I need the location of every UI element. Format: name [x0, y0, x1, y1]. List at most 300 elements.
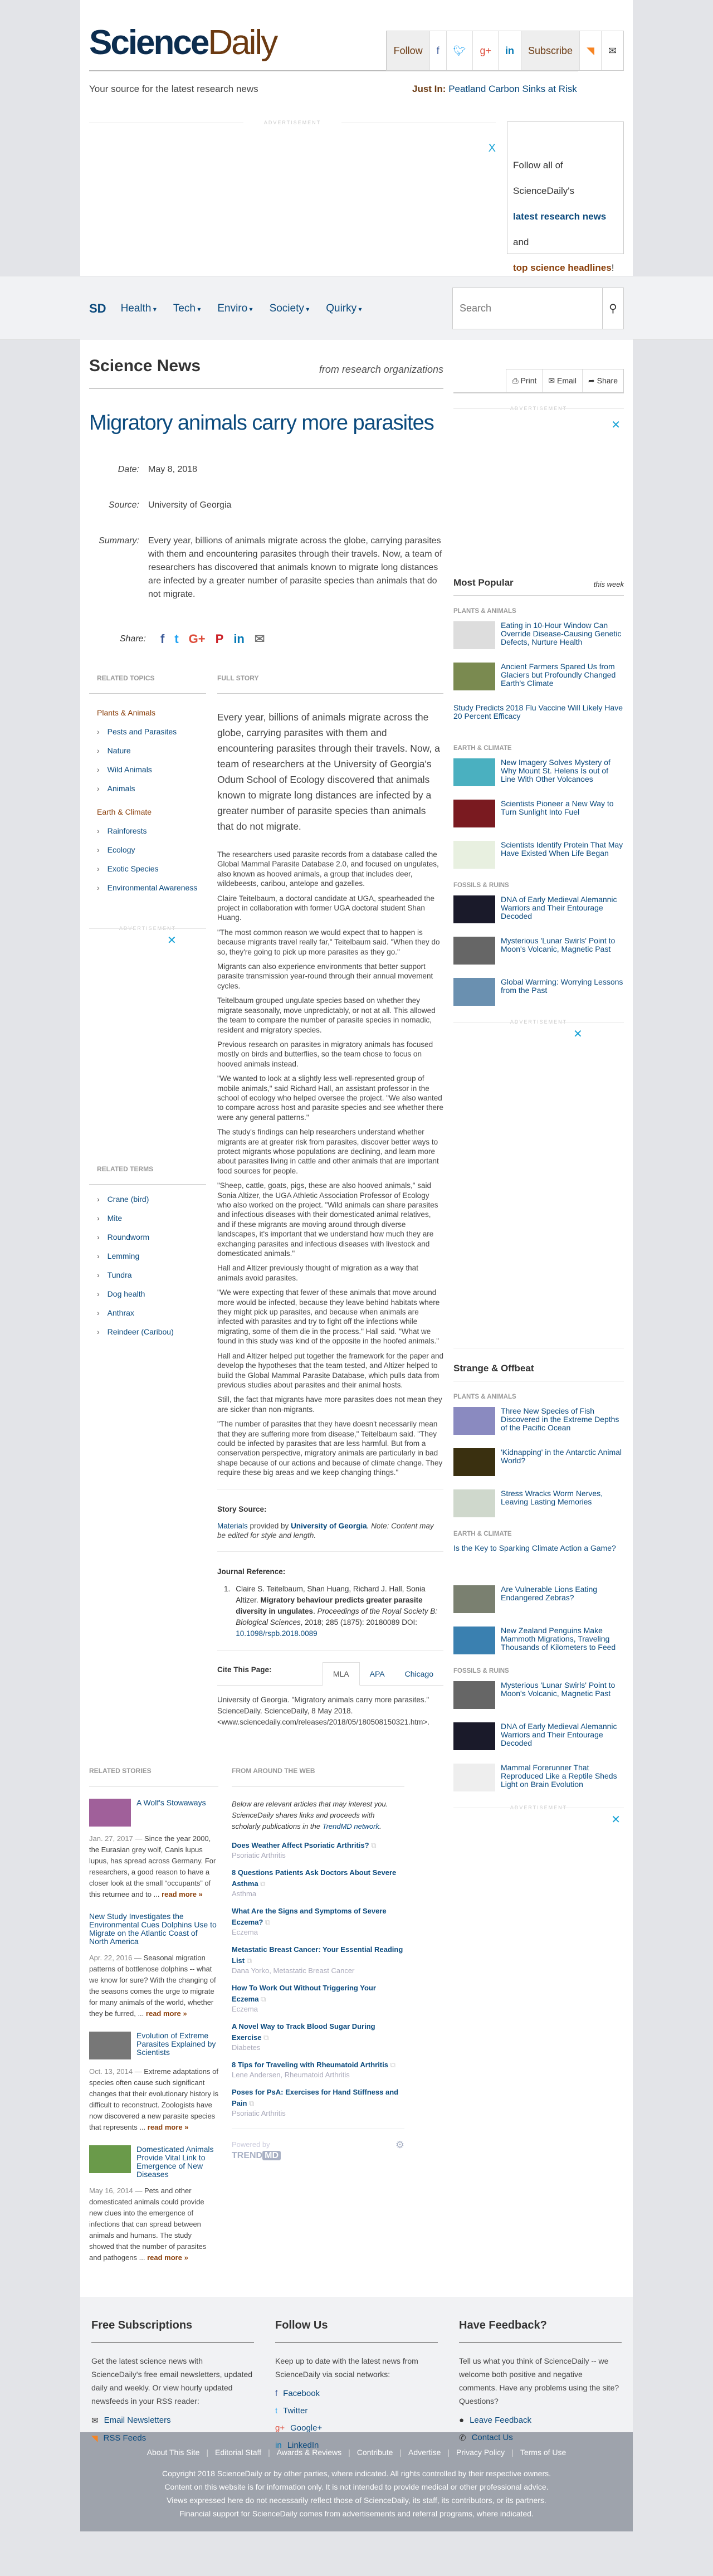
story-date: Apr. 22, 2016 —	[89, 1954, 141, 1963]
offbeat-link[interactable]: Mysterious 'Lunar Swirls' Point to Moon's Volcanic, Magnetic Past	[501, 1681, 616, 1698]
web-article-link[interactable]: 8 Tips for Traveling with Rheumatoid Arthritis ⧉	[232, 2061, 395, 2069]
facebook-icon[interactable]: f	[429, 31, 446, 70]
topic-link	[97, 746, 206, 755]
nav-item[interactable]: Tech ▾	[173, 303, 201, 315]
contact-us-link[interactable]	[459, 2433, 622, 2443]
ad-close-icon[interactable]: ✕	[611, 1814, 621, 1826]
email-icon: ✉	[548, 376, 557, 385]
popular-link[interactable]: Global Warming: Worrying Lessons from the Past	[501, 977, 623, 995]
ad-close-icon[interactable]: ✕	[167, 934, 177, 947]
journal-reference-heading: Journal Reference:	[217, 1567, 286, 1576]
separator: |	[511, 2448, 514, 2457]
ref-title: Migratory behaviour predicts greater parasite diversity in ungulates	[236, 1596, 423, 1616]
web-article-link[interactable]: 8 Questions Patients Ask Doctors About Severe Asthma ⧉	[232, 1868, 396, 1888]
subscriptions-text: Get the latest science news with ScienceDaily's free email newsletters, updated daily and weekly. Or view hourly updated newsfeeds in your RSS reader:	[91, 2356, 253, 2406]
popular-category: EARTH & CLIMATE	[453, 745, 512, 752]
footer-link[interactable]: About This Site	[146, 2448, 200, 2457]
ad-label: ADVERTISEMENT	[453, 406, 624, 411]
popular-link[interactable]: Scientists Pioneer a New Way to Turn Sunlight Into Fuel	[501, 799, 614, 816]
provided-by: provided by	[247, 1521, 291, 1530]
popular-category: PLANTS & ANIMALS	[453, 608, 516, 615]
story-paragraph: The study's findings can help researchers understand whether migrants are at greater risk from parasites, discover better ways to protect migrants whose populations are declining, and learn more about parasites living in cattle and other animals that are important food sources for people.	[217, 1128, 439, 1175]
copyright-line: Copyright 2018 ScienceDaily or by other parties, where indicated. All rights controlled by their respective owners.	[162, 2469, 551, 2478]
offbeat-item	[453, 1681, 624, 1709]
web-article-source: Eczema	[232, 2005, 258, 2014]
popular-thumbnail[interactable]	[453, 800, 495, 827]
offbeat-link[interactable]: 'Kidnapping' in the Antarctic Animal World?	[501, 1448, 622, 1465]
popular-item	[453, 663, 624, 690]
link-label: Email Newsletters	[104, 2416, 171, 2426]
nav-item[interactable]: Society ▾	[270, 303, 310, 315]
rss-icon: ◥	[91, 2434, 98, 2444]
footer-link[interactable]: Terms of Use	[520, 2448, 567, 2457]
story-paragraph: Teitelbaum grouped ungulate species based on whether they migrate seasonally, move unpredictably, or not at all. This allowed the team to compare the number of parasite species in nomadic, resident and migratory species.	[217, 996, 436, 1034]
web-article	[232, 1983, 404, 2013]
separator: |	[447, 2448, 450, 2457]
twitter-icon: t	[275, 2406, 278, 2416]
story-title-link[interactable]: Evolution of Extreme Parasites Explained by Scientists	[136, 2031, 216, 2057]
offbeat-thumbnail[interactable]	[453, 1681, 495, 1709]
follow-box	[507, 121, 624, 273]
popular-item	[453, 841, 624, 869]
linkedin-icon: in	[275, 2441, 282, 2451]
term-link	[97, 1195, 206, 1204]
story-thumbnail[interactable]	[89, 2032, 131, 2059]
story-summary: Since the year 2000, the Eurasian grey wolf, Canis lupus lupus, has spread across Germany. For researchers, a good reason to have a closer look at the small “occupants” of this returnee and to ...	[89, 1834, 216, 1899]
popular-link[interactable]: DNA of Early Medieval Alemannic Warriors and Their Entourage Decoded	[501, 895, 617, 921]
intro-end: .	[379, 1822, 382, 1831]
tagline: Your source for the latest research news	[89, 84, 258, 94]
term-link	[97, 1327, 206, 1336]
term-link-label[interactable]: Reindeer (Caribou)	[107, 1327, 174, 1336]
web-article-link[interactable]: Does Weather Affect Psoriatic Arthritis? ⧉	[232, 1841, 376, 1849]
separator: |	[348, 2448, 350, 2457]
trendmd-logo[interactable]	[232, 2151, 281, 2161]
topic-link-label[interactable]: Exotic Species	[107, 864, 159, 873]
web-article	[232, 2087, 404, 2117]
popular-link[interactable]: Eating in 10-Hour Window Can Override Disease-Causing Genetic Defects, Nurture Health	[501, 621, 622, 646]
link-label: Leave Feedback	[470, 2416, 531, 2426]
pinterest-icon[interactable]: P	[215, 632, 224, 646]
facebook-link[interactable]	[275, 2389, 438, 2398]
offbeat-link[interactable]: Stress Wracks Worm Nerves, Leaving Lasting Memories	[501, 1489, 603, 1506]
story-date: Oct. 13, 2014 —	[89, 2067, 142, 2076]
link-label: Twitter	[283, 2406, 308, 2416]
topic-link	[97, 845, 206, 854]
google-plus-icon: g+	[275, 2423, 285, 2433]
offbeat-item	[453, 1489, 624, 1517]
summary-label: Summary:	[99, 536, 139, 546]
gear-icon[interactable]: ⚙	[395, 2139, 404, 2151]
share-row	[106, 632, 443, 646]
cite-tabs	[217, 1662, 443, 1686]
story-paragraph: "Sheep, cattle, goats, pigs, these are also hooved animals," said Sonia Altizer, the UGA Athletic Association Professor of Ecology who also worked on the project. "Wild animals can share parasites and infectious diseases with their domesticated animal relatives, and if these migrants are moving around through diverse landscapes, it's important that we understand how much they are exchanging parasites and infectious diseases with livestock and domesticated animals."	[217, 1181, 438, 1258]
ref-authors: Claire S. Teitelbaum, Shan Huang, Richard J. Hall, Sonia Altizer.	[236, 1585, 426, 1605]
story-paragraph: Hall and Altizer previously thought of migration as a way that animals avoid parasites.	[217, 1264, 418, 1282]
offbeat-thumbnail[interactable]	[453, 1722, 495, 1750]
print-label: Print	[520, 376, 537, 385]
topic-link	[97, 765, 206, 774]
search-input[interactable]	[453, 288, 602, 329]
offbeat-link[interactable]: New Zealand Penguins Make Mammoth Migrations, Traveling Thousands of Kilometers to Feed	[501, 1626, 616, 1652]
section-title: Science News	[89, 357, 201, 375]
separator: |	[206, 2448, 209, 2457]
term-link-label[interactable]: Mite	[107, 1214, 123, 1223]
main-nav	[0, 276, 713, 340]
story-date: May 16, 2014 —	[89, 2187, 143, 2195]
search-box	[452, 288, 624, 329]
nav-item[interactable]: Enviro ▾	[217, 303, 252, 315]
ref-journal: Proceedings of the Royal Society B: Biological Sciences	[236, 1607, 437, 1627]
nav-item[interactable]: Health ▾	[121, 303, 157, 315]
popular-thumbnail[interactable]	[453, 621, 495, 649]
web-article-source: Lene Andersen, Rheumatoid Arthritis	[232, 2071, 350, 2080]
term-link	[97, 1289, 206, 1298]
offbeat-thumbnail[interactable]	[453, 1407, 495, 1435]
feedback-text: Tell us what you think of ScienceDaily -- we welcome both positive and negative comments. Have any problems using the site? Questions?	[459, 2356, 619, 2406]
print-icon: ⎙	[512, 376, 521, 385]
web-article-link[interactable]: How To Work Out Without Triggering Your Eczema ⧉	[232, 1984, 376, 2003]
rss-feeds-link[interactable]	[91, 2433, 254, 2443]
web-article	[232, 2059, 404, 2079]
web-article-link[interactable]: What Are the Signs and Symptoms of Severe Eczema? ⧉	[232, 1907, 387, 1926]
site-header	[80, 0, 633, 276]
topic-link-label[interactable]: Ecology	[107, 845, 135, 854]
read-more-link[interactable]: read more »	[145, 2009, 187, 2018]
subscriptions-title: Free Subscriptions	[91, 2319, 254, 2343]
separator: |	[268, 2448, 270, 2457]
popular-thumbnail[interactable]	[453, 978, 495, 1006]
email-button[interactable]	[543, 369, 583, 392]
social-bar	[386, 31, 624, 71]
web-article	[232, 1867, 404, 1898]
story-paragraph: Still, the fact that migrants have more parasites does not mean they are sicker than non-migrants.	[217, 1395, 442, 1414]
email-newsletters-link[interactable]	[91, 2416, 254, 2426]
story-date: Jan. 27, 2017 —	[89, 1834, 143, 1843]
powered-by-label: Powered by	[232, 2140, 270, 2149]
popular-item	[453, 758, 624, 786]
web-article-source: Eczema	[232, 1928, 258, 1937]
web-article-source: Psoriatic Arthritis	[232, 1851, 286, 1860]
topic-link-label[interactable]: Nature	[107, 746, 131, 755]
tab-chicago[interactable]: Chicago	[404, 1669, 433, 1679]
offbeat-item	[453, 1585, 624, 1613]
citation-text: University of Georgia. "Migratory animals carry more parasites." ScienceDaily. ScienceDaily, 8 May 2018. <www.sciencedaily.com/releases/2018/05/180508150321.htm>.	[217, 1696, 429, 1727]
story-summary: Seasonal migration patterns of bottlenose dolphins -- what we know for sure? With the changing of the seasons comes the urge to migrate for many animals of the world, whether they be furred, ...	[89, 1954, 216, 2018]
source-label: Source:	[108, 500, 139, 510]
topic-link-label[interactable]: Pests and Parasites	[107, 727, 177, 736]
read-more-link[interactable]: read more »	[147, 2253, 188, 2262]
topic-link-label[interactable]: Wild Animals	[107, 765, 152, 774]
tab-mla[interactable]: MLA	[323, 1662, 360, 1686]
topic-link	[97, 784, 206, 793]
story-source-heading: Story Source:	[217, 1504, 267, 1513]
offbeat-item	[453, 1764, 624, 1791]
twitter-icon[interactable]: 🐦︎	[446, 31, 473, 70]
just-in-label: Just In:	[412, 84, 446, 94]
feedback-title: Have Feedback?	[459, 2319, 622, 2343]
offbeat-thumbnail[interactable]	[453, 1627, 495, 1654]
story-paragraph: Migrants can also experience environments that better support parasite transmission year-round through their annual movement cycles.	[217, 962, 433, 990]
lead-paragraph: Every year, billions of animals migrate across the globe, carrying parasites with them and encountering parasites through their travels. Now, a team of researchers at the University of Georgia's Odum School of Ecology discovered that animals known to migrate long distances are infected by a greater number of parasite species than animals that do not migrate.	[217, 712, 440, 832]
most-popular-header	[453, 577, 624, 596]
offbeat-item	[453, 1407, 624, 1435]
popular-item	[453, 978, 624, 1006]
popular-item	[453, 895, 624, 923]
related-story	[89, 1912, 218, 2019]
read-more-link[interactable]: read more »	[162, 1890, 203, 1899]
cite-heading: Cite This Page:	[217, 1666, 272, 1674]
read-more-link[interactable]: read more »	[147, 2123, 189, 2132]
nav-item[interactable]: Quirky ▾	[326, 303, 362, 315]
offbeat-item	[453, 1544, 624, 1572]
logo-text-daily: Daily	[208, 23, 277, 62]
link-label: LinkedIn	[287, 2441, 319, 2451]
offbeat-item	[453, 1722, 624, 1750]
link-label: Google+	[290, 2423, 323, 2433]
offbeat-link[interactable]: DNA of Early Medieval Alemannic Warriors and Their Entourage Decoded	[501, 1722, 617, 1747]
web-article-link[interactable]: A Novel Way to Track Blood Sugar During Exercise ⧉	[232, 2022, 375, 2042]
advertisement	[89, 926, 206, 947]
search-icon[interactable]: ⚲	[602, 288, 623, 329]
popular-item	[453, 704, 624, 732]
source-value: University of Georgia	[148, 500, 232, 510]
story-title-link[interactable]: New Study Investigates the Environmental Cues Dolphins Use to Migrate on the Atlantic Coast of North America	[89, 1912, 217, 1946]
offbeat-link[interactable]: Are Vulnerable Lions Eating Endangered Zebras?	[501, 1585, 598, 1602]
summary-text: Every year, billions of animals migrate across the globe, carrying parasites with them and encountering parasites through their travels. Now, a team of researchers has discovered that animals known to migrate long distances are infected by a greater number of parasite species than animals that do not migrate.	[148, 536, 442, 599]
copyright-line: Views expressed here do not necessarily reflect those of ScienceDaily, its staff, its contributors, or its partners.	[167, 2496, 546, 2505]
offbeat-thumbnail[interactable]	[453, 1489, 495, 1517]
follow-text: Keep up to date with the latest news from ScienceDaily via social networks:	[275, 2356, 418, 2379]
related-story	[89, 2145, 218, 2263]
email-icon[interactable]: ✉	[601, 31, 623, 70]
article-meta	[89, 463, 443, 601]
offbeat-category: PLANTS & ANIMALS	[453, 1394, 516, 1400]
offbeat-thumbnail[interactable]	[453, 1585, 495, 1613]
footer-link[interactable]: Advertise	[408, 2448, 441, 2457]
ad-close-icon[interactable]: ✕	[611, 419, 621, 431]
term-link-label[interactable]: Tundra	[107, 1270, 132, 1279]
web-article-source: Psoriatic Arthritis	[232, 2109, 286, 2118]
link-label: Contact Us	[471, 2433, 513, 2443]
popular-link[interactable]: New Imagery Solves Mystery of Why Mount St. Helens Is out of Line With Other Volcanoes	[501, 758, 611, 783]
offbeat-item	[453, 1448, 624, 1476]
link-label: Facebook	[283, 2389, 320, 2399]
full-story-heading: FULL STORY	[217, 674, 443, 694]
section-header	[89, 357, 443, 389]
topic-link	[97, 864, 206, 873]
twitter-link[interactable]	[275, 2406, 438, 2416]
story-summary: Extreme adaptations of species often cause such significant changes that their evolutionary history is difficult to reconstruct. Zoologists have now discovered a new parasite species that represents ...	[89, 2067, 218, 2132]
term-link-label[interactable]: Dog health	[107, 1289, 145, 1298]
ad-close-icon[interactable]: ✕	[573, 1028, 583, 1040]
follow-us	[275, 2319, 438, 2451]
linkedin-icon[interactable]: in	[498, 31, 521, 70]
twitter-icon[interactable]: t	[174, 632, 179, 646]
facebook-icon[interactable]: f	[160, 632, 165, 646]
popular-thumbnail[interactable]	[453, 758, 495, 786]
footer-link[interactable]: Contribute	[356, 2448, 393, 2457]
story-title-link[interactable]: Domesticated Animals Provide Vital Link to Emergence of New Diseases	[136, 2145, 214, 2179]
topic-category[interactable]: Earth & Climate	[97, 807, 152, 816]
related-story	[89, 2032, 218, 2133]
web-article-link[interactable]: Poses for PsA: Exercises for Hand Stiffness and Pain ⧉	[232, 2088, 398, 2107]
ad-label: ADVERTISEMENT	[89, 926, 206, 931]
story-paragraph: Hall and Altizer helped put together the framework for the paper and develop the hypotheses that the team tested, and Altizer helped to build the Global Mammal Parasite Database, which pulls data from previous studies about parasites and their animal hosts.	[217, 1351, 443, 1389]
story-paragraph: Previous research on parasites in migratory animals has focused mostly on birds and butterflies, so the team chose to focus on hooved animals instead.	[217, 1040, 433, 1068]
term-link-label[interactable]: Roundworm	[107, 1233, 150, 1241]
trendmd-trend: TREND	[232, 2151, 263, 2161]
story-thumbnail[interactable]	[89, 2145, 131, 2173]
ad-label: ADVERTISEMENT	[89, 120, 496, 125]
offbeat-item	[453, 1627, 624, 1654]
web-article-link[interactable]: Metastatic Breast Cancer: Your Essential Reading List ⧉	[232, 1945, 403, 1965]
footer-link[interactable]: Awards & Reviews	[276, 2448, 342, 2457]
phone-icon: ✆	[459, 2433, 466, 2443]
rss-icon[interactable]: ◥	[579, 31, 601, 70]
email-icon[interactable]: ✉	[254, 632, 265, 646]
around-web-intro: Below are relevant articles that may interest you. ScienceDaily shares links and proceeds with scholarly publications in the	[232, 1800, 388, 1831]
topic-link	[97, 826, 206, 835]
leave-feedback-link[interactable]	[459, 2416, 622, 2425]
popular-link[interactable]: Ancient Farmers Spared Us from Glaciers but Profoundly Changed Earth's Climate	[501, 662, 616, 688]
term-link	[97, 1252, 206, 1260]
separator: |	[399, 2448, 402, 2457]
offbeat-link[interactable]: Mammal Forerunner That Reproduced Like a Reptile Sheds Light on Brain Evolution	[501, 1763, 617, 1789]
offbeat-link[interactable]: Three New Species of Fish Discovered in the Extreme Depths of the Pacific Ocean	[501, 1406, 619, 1432]
around-web-heading: FROM AROUND THE WEB	[232, 1767, 404, 1786]
google-plus-icon[interactable]: g+	[472, 31, 498, 70]
story-summary: Pets and other domesticated animals could provide new clues into the emergence of infections that can spread between animals and humans. The study showed that the number of parasites and pathogens ...	[89, 2187, 207, 2262]
followbox-text: Follow all of ScienceDaily's	[513, 160, 575, 196]
logo-text-science: Science	[89, 23, 208, 62]
most-popular-period: this week	[593, 580, 624, 588]
share-label: Share	[597, 376, 618, 385]
web-article-source: Diabetes	[232, 2043, 261, 2052]
email-label: Email	[557, 376, 577, 385]
popular-item	[453, 800, 624, 827]
story-thumbnail[interactable]	[89, 1799, 131, 1827]
trendmd-md: MD	[262, 2151, 281, 2160]
top-headlines-link[interactable]: top science headlines	[513, 262, 612, 273]
offbeat-category: EARTH & CLIMATE	[453, 1531, 512, 1537]
story-paragraph: "The most common reason we would expect that to happen is because migrants travel really far," Teitelbaum said. "When they do so, they're going to pick up more parasites as they go."	[217, 928, 440, 956]
topic-category[interactable]: Plants & Animals	[97, 708, 156, 717]
term-link-label[interactable]: Lemming	[107, 1252, 140, 1260]
free-subscriptions	[91, 2319, 254, 2444]
followbox-exclaim: !	[611, 262, 614, 273]
story-paragraph: "We wanted to look at a slightly less well-represented group of mobile animals," said Richard Hall, an assistant professor in the school of ecology who helped oversee the project. "We also wanted to compare across host and parasite species and see whether there were any general patterns."	[217, 1074, 443, 1122]
doi-link[interactable]: 10.1098/rspb.2018.0089	[236, 1629, 318, 1638]
share-label: Share:	[119, 634, 146, 644]
have-feedback	[459, 2319, 622, 2443]
powered-by-trendmd	[232, 2129, 404, 2161]
web-article-source: Dana Yorko, Metastatic Breast Cancer	[232, 1966, 355, 1975]
google-plus-icon[interactable]: G+	[188, 632, 206, 646]
term-link-label[interactable]: Anthrax	[107, 1308, 134, 1317]
topic-link-label[interactable]: Rainforests	[107, 826, 147, 835]
materials-link[interactable]: Materials	[217, 1521, 248, 1530]
story-paragraph: "We were expecting that fewer of these animals that move around more would be infected, because they leave behind habitats where they might pick up parasites, and because when animals are infected with parasites and try to fight off the infections while migrating, some of them die in the process." Hall said. "What we found in this study was kind of the opposite in the hoofed animals."	[217, 1288, 440, 1346]
subscribe-label: Subscribe	[521, 31, 579, 70]
tab-apa[interactable]: APA	[369, 1669, 385, 1679]
advertisement	[89, 120, 496, 154]
section-subtitle: from research organizations	[319, 364, 443, 375]
footer-link[interactable]: Editorial Staff	[215, 2448, 262, 2457]
copyright-line: Content on this website is for information only. It is not intended to provide medical or other professional advice.	[164, 2482, 549, 2492]
popular-thumbnail[interactable]	[453, 895, 495, 923]
trendmd-network-link[interactable]: TrendMD network	[322, 1822, 379, 1831]
print-button[interactable]	[506, 369, 543, 392]
strange-offbeat-title: Strange & Offbeat	[453, 1363, 534, 1374]
topic-link	[97, 727, 206, 736]
ref-number: 1.	[224, 1585, 231, 1594]
web-article	[232, 1840, 404, 1859]
popular-thumbnail[interactable]	[453, 937, 495, 965]
source-org-link[interactable]: University of Georgia	[291, 1521, 367, 1530]
linkedin-icon[interactable]: in	[233, 632, 245, 646]
related-story	[89, 1799, 218, 1900]
term-link-label[interactable]: Crane (bird)	[107, 1195, 149, 1204]
offbeat-thumbnail[interactable]	[453, 1448, 495, 1476]
journal-reference: 1. Claire S. Teitelbaum, Shan Huang, Richard J. Hall, Sonia Altizer. Migratory behaviour predicts greater parasite diversity in ungulates. Proceedings of the Royal Society B: Biological Sciences, 2018; 285 (1875): 20180089 DOI: 10.1098/rspb.2018.0089	[217, 1584, 443, 1639]
popular-link[interactable]: Mysterious 'Lunar Swirls' Point to Moon's Volcanic, Magnetic Past	[501, 936, 616, 953]
facebook-icon: f	[275, 2389, 278, 2399]
date-value: May 8, 2018	[148, 465, 198, 474]
related-stories-heading: RELATED STORIES	[89, 1767, 218, 1786]
term-link	[97, 1308, 206, 1317]
story-title-link[interactable]: A Wolf's Stowaways	[136, 1798, 206, 1808]
related-terms-heading: RELATED TERMS	[89, 1165, 206, 1185]
article-tools	[506, 369, 624, 392]
topic-link-label[interactable]: Animals	[107, 784, 135, 793]
story-paragraph: The researchers used parasite records from a database called the Global Mammal Parasite Database 2.0, and focused on ungulates, also known as hooved animals, a group that includes deer, wildebeests, caribou, antelope and gazelles.	[217, 850, 439, 888]
web-article	[232, 1944, 404, 1975]
just-in	[412, 84, 577, 95]
latest-news-link[interactable]: latest research news	[513, 211, 607, 222]
web-article	[232, 1906, 404, 1936]
envelope-icon: ✉	[91, 2416, 99, 2426]
google-plus-link[interactable]	[275, 2423, 438, 2433]
popular-thumbnail[interactable]	[453, 663, 495, 690]
ref-details: , 2018; 285 (1875): 20180089 DOI:	[300, 1618, 417, 1627]
popular-thumbnail[interactable]	[453, 841, 495, 869]
topic-link	[97, 883, 206, 892]
story-paragraph: "The number of parasites that they have doesn't necessarily mean that they are suffering more from disease," Teitelbaum said. "They could be infected by parasites that are less harmful. But from a conservation perspective, migratory animals are particularly in bad shape because of our actions and because of climate change. They require these big areas and we keep changing things."	[217, 1420, 443, 1477]
footer-link[interactable]: Privacy Policy	[456, 2448, 505, 2457]
offbeat-link[interactable]: Is the Key to Sparking Climate Action a Game?	[453, 1543, 616, 1552]
just-in-link[interactable]: Peatland Carbon Sinks at Risk	[448, 84, 577, 94]
most-popular-title: Most Popular	[453, 577, 514, 588]
ad-close-icon[interactable]: X	[488, 142, 496, 154]
term-link	[97, 1214, 206, 1223]
story-paragraph: Claire Teitelbaum, a doctoral candidate at UGA, spearheaded the project in collaboration with former UGA doctoral student Shan Huang.	[217, 894, 434, 922]
popular-link[interactable]: Study Predicts 2018 Flu Vaccine Will Likely Have 20 Percent Efficacy	[453, 703, 623, 720]
speech-bubble-icon: ●	[459, 2416, 465, 2426]
popular-link[interactable]: Scientists Identify Protein That May Have Existed When Life Began	[501, 840, 623, 858]
sd-home-logo[interactable]: SD	[89, 301, 106, 315]
ad-label: ADVERTISEMENT	[453, 1805, 624, 1810]
follow-title: Follow Us	[275, 2319, 438, 2343]
web-article	[232, 2021, 404, 2052]
offbeat-thumbnail[interactable]	[453, 1764, 495, 1791]
article-title: Migratory animals carry more parasites	[89, 411, 434, 435]
ad-label: ADVERTISEMENT	[453, 1019, 624, 1025]
related-topics-heading: RELATED TOPICS	[89, 674, 206, 694]
share-button[interactable]	[583, 369, 623, 392]
advertisement	[453, 406, 624, 577]
topic-link-label[interactable]: Environmental Awareness	[107, 883, 198, 892]
